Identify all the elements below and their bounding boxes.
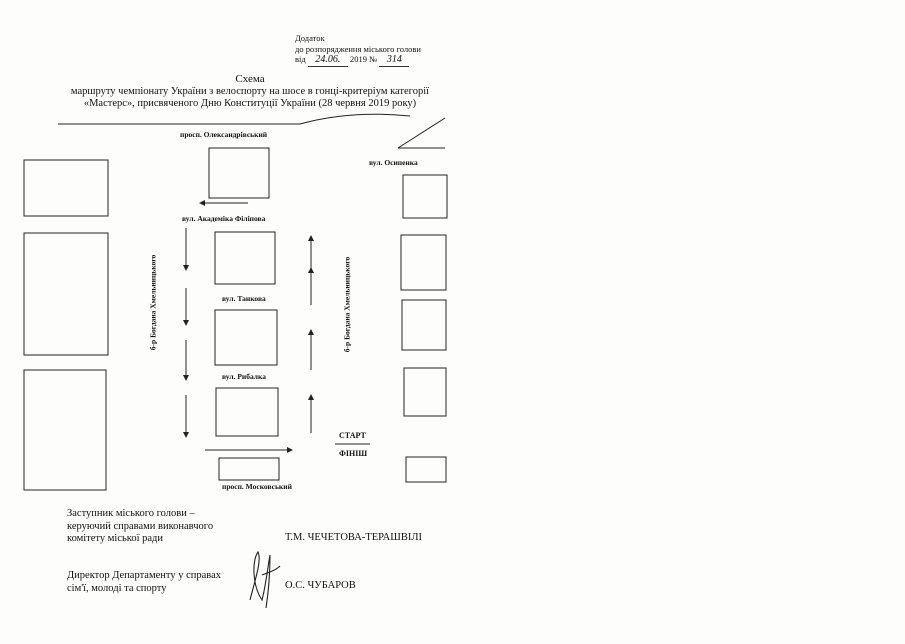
street-label-moskovskyi: просп. Московський xyxy=(222,482,292,491)
annex-date-handwritten: 24.06. xyxy=(308,55,348,67)
deputy-position-line-3: комітету міської ради xyxy=(67,533,163,544)
annex-date-prefix: від xyxy=(295,54,306,64)
street-label-tankova: вул. Танкова xyxy=(222,294,266,303)
deputy-position-line-1: Заступник міського голови – xyxy=(67,508,195,519)
scheme-subtitle-2: «Мастерс», присвяченого Дню Конституції України (28 червня 2019 року) xyxy=(83,98,417,109)
street-label-filipova: вул. Академіка Філіпова xyxy=(182,214,266,223)
block-center-2 xyxy=(215,232,275,284)
annex-subtitle: до розпорядження міського голови xyxy=(295,43,421,54)
block-right-4 xyxy=(404,368,446,416)
block-center-1 xyxy=(209,148,269,198)
annex-title: Додаток xyxy=(295,33,325,43)
finish-label: ФІНІШ xyxy=(339,449,368,458)
block-left-1 xyxy=(24,160,108,216)
street-label-osypenka: вул. Осипенка xyxy=(369,158,418,167)
top-road-line-curve xyxy=(300,114,410,124)
director-position-line-1: Директор Департаменту у справах xyxy=(67,570,221,581)
start-label: СТАРТ xyxy=(339,431,366,440)
street-label-blvd-left: б-р Богдана Хмельницького xyxy=(148,254,158,351)
annex-number-handwritten: 314 xyxy=(379,55,409,67)
block-center-4 xyxy=(216,388,278,436)
block-right-2 xyxy=(401,235,446,290)
block-center-3 xyxy=(215,310,277,365)
scheme-title: Схема xyxy=(235,73,265,85)
director-position xyxy=(67,570,221,595)
street-label-rybalka: вул. Рибалка xyxy=(222,372,266,381)
block-left-3 xyxy=(24,370,106,490)
scheme-subtitle-1: маршруту чемпіонату України з велоспорту на шосе в гонці-критеріум категорії xyxy=(70,86,430,97)
street-label-oleksandrivskyi: просп. Олександрівський xyxy=(180,130,268,139)
block-right-3 xyxy=(402,300,446,350)
block-left-2 xyxy=(24,233,108,355)
osypenka-diagonal xyxy=(398,118,445,148)
deputy-position-line-2: керуючий справами виконавчого xyxy=(67,520,214,532)
deputy-name: Т.М. ЧЕЧЕТОВА-ТЕРАШВІЛІ xyxy=(285,532,422,543)
street-label-blvd-right: б-р Богдана Хмельницького xyxy=(342,256,352,353)
block-right-5 xyxy=(406,457,446,482)
block-right-1 xyxy=(403,175,447,218)
deputy-position xyxy=(67,508,213,546)
director-position-line-2: сім'ї, молоді та спорту xyxy=(67,582,167,594)
block-center-5 xyxy=(219,458,279,480)
annex-year: 2019 № xyxy=(349,54,378,64)
director-name: О.С. ЧУБАРОВ xyxy=(285,580,356,591)
